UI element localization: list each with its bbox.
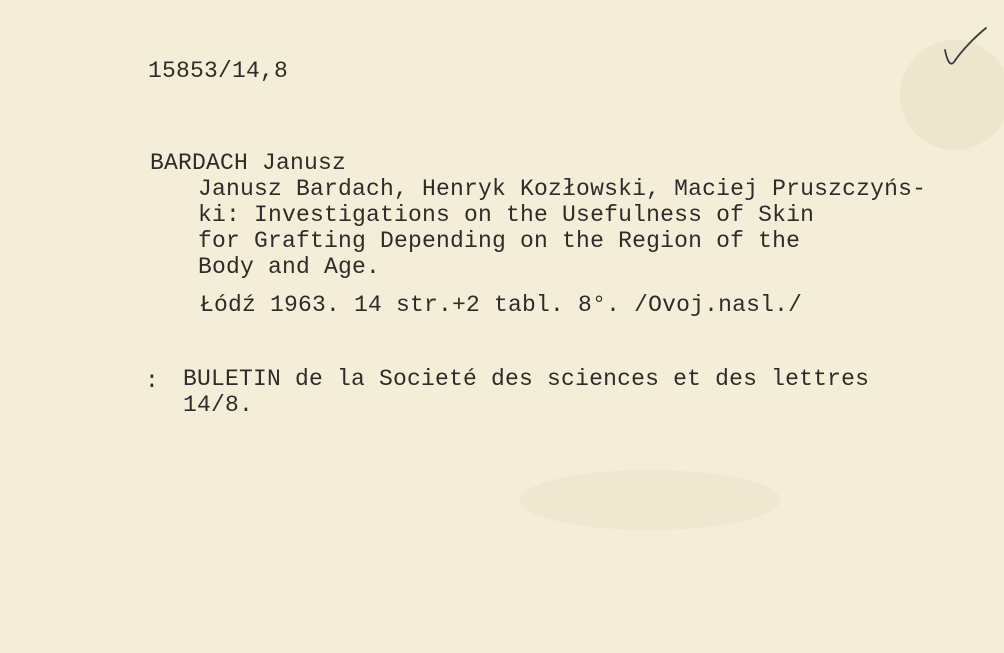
authors-title-line: ki: Investigations on the Usefulness of Skin: [198, 202, 815, 228]
authors-title-line: for Grafting Depending on the Region of the: [198, 228, 801, 254]
authors-title-line: Janusz Bardach, Henryk Kozłowski, Maciej Pruszczyńs-: [198, 176, 927, 202]
checkmark-icon: [942, 22, 992, 72]
series-marker: :: [145, 368, 160, 394]
series-line: 14/8.: [183, 392, 254, 418]
imprint: Łódź 1963. 14 str.+2 tabl. 8°. /Ovoj.nasl./: [200, 292, 803, 318]
authors-title-line: Body and Age.: [198, 254, 381, 280]
main-heading: BARDACH Janusz: [150, 150, 347, 176]
call-number: 15853/14,8: [148, 58, 289, 84]
paper-stain: [520, 470, 780, 530]
series-line: BULETIN de la Societé des sciences et des lettres: [183, 366, 870, 392]
